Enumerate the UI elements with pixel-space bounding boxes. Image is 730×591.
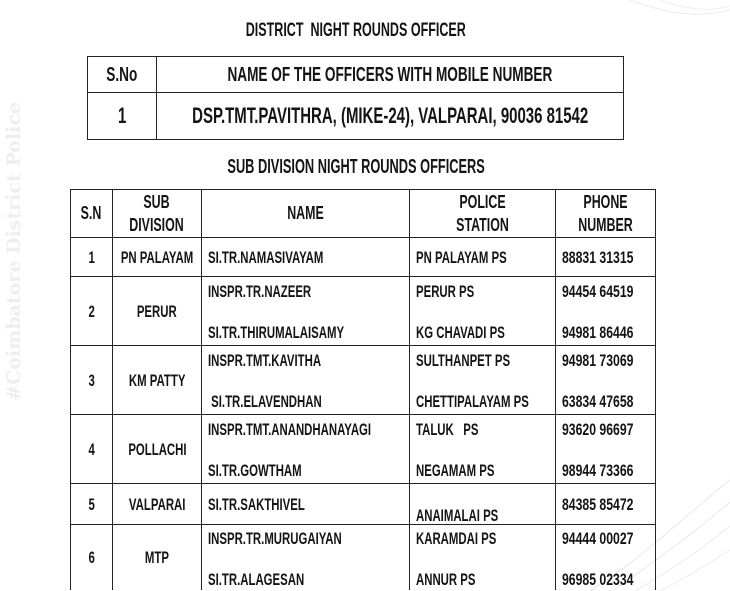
header-cell-sub-division [113,190,202,238]
officer-name: SI.TR.SAKTHIVEL [208,494,305,514]
row-6-name-cell [202,525,410,590]
police-station: ANAIMALAI PS [416,506,499,525]
row-6-station-cell [410,525,556,590]
row-5-sn-cell [71,484,113,525]
officer-name: INSPR.TR.MURUGAIYAN [208,529,342,548]
subdivision-title-text: SUB DIVISION NIGHT ROUNDS OFFICERS [227,156,485,178]
phone-number: 98944 73366 [562,461,634,480]
phone-number: 94981 86446 [562,323,634,342]
district-officer-table [87,56,624,140]
row-2-sub-division-cell [113,277,202,346]
header-cell-phone [556,190,656,238]
phone-number: 88831 31315 [562,247,634,267]
serial-number: 3 [88,370,95,390]
district-header-sno: S.No [106,63,138,86]
row-4-station-cell [410,415,556,484]
police-station: ANNUR PS [416,570,476,589]
row-4-phone-cell [556,415,656,484]
header-phone: PHONE NUMBER [578,191,633,235]
row-1-sn-cell [71,238,113,277]
sub-division-name: PERUR [137,301,177,321]
serial-number: 1 [88,247,95,267]
row-5-phone-cell [556,484,656,525]
phone-number: 94444 00027 [562,529,634,548]
header-cell-name [202,190,410,238]
officer-name: INSPR.TMT.KAVITHA [208,351,322,370]
sub-division-name: VALPARAI [128,494,186,514]
serial-number: 6 [88,548,95,567]
phone-number: 94981 73069 [562,351,634,370]
district-row-1-officer-cell [157,93,624,140]
officer-name: SI.TR.NAMASIVAYAM [208,247,324,267]
watermark-text: #Coimbatore District Police [3,102,25,401]
row-2-phone-cell [556,277,656,346]
serial-number: 2 [88,301,95,321]
phone-number: 93620 96697 [562,420,634,439]
header-cell-sn [71,190,113,238]
police-station: CHETTIPALAYAM PS [416,392,529,411]
police-station: SULTHANPET PS [416,351,511,370]
sub-division-name: PN PALAYAM [120,247,194,267]
district-title [0,21,712,40]
row-3-station-cell [410,346,556,415]
header-name: NAME [287,203,324,223]
phone-number: 94454 64519 [562,282,634,301]
row-1-phone-cell [556,238,656,277]
police-station: PERUR PS [416,282,475,301]
district-title-text: DISTRICT NIGHT ROUNDS OFFICER [245,20,467,41]
sub-division-name: MTP [144,548,170,567]
phone-number: 84385 85472 [562,494,634,514]
officer-name: INSPR.TMT.ANANDHANAYAGI [208,420,372,439]
police-station: KG CHAVADI PS [416,323,505,342]
serial-number: 5 [88,494,95,514]
district-header-sno-cell [88,57,157,93]
phone-number: 63834 47658 [562,392,634,411]
officer-name: SI.TR.GOWTHAM [208,461,302,480]
row-3-name-cell [202,346,410,415]
row-3-sn-cell [71,346,113,415]
district-row-1-sno-cell [88,93,157,140]
row-6-phone-cell [556,525,656,590]
officer-name: SI.TR.ELAVENDHAN [208,392,322,411]
sub-division-name: POLLACHI [127,439,187,459]
officer-name: SI.TR.THIRUMALAISAMY [208,323,345,342]
row-2-name-cell [202,277,410,346]
row-4-name-cell [202,415,410,484]
row-4-sub-division-cell [113,415,202,484]
district-header-officer: NAME OF THE OFFICERS WITH MOBILE NUMBER [227,63,553,86]
header-police-station: POLICE STATION [456,191,509,235]
police-station: KARAMDAI PS [416,529,497,548]
serial-number: 4 [88,439,95,459]
row-5-name-cell [202,484,410,525]
row-2-station-cell [410,277,556,346]
police-station: NEGAMAM PS [416,461,495,480]
header-sn: S.N [81,203,102,223]
row-1-sub-division-cell [113,238,202,277]
row-6-sn-cell [71,525,113,590]
district-header-officer-cell [157,57,624,93]
police-station: PN PALAYAM PS [416,247,507,267]
subdivision-title [0,157,712,177]
row-1-name-cell [202,238,410,277]
row-3-sub-division-cell [113,346,202,415]
phone-number: 96985 02334 [562,570,634,589]
header-cell-police-station [410,190,556,238]
officer-name: SI.TR.ALAGESAN [208,570,305,589]
row-6-sub-division-cell [113,525,202,590]
row-4-sn-cell [71,415,113,484]
row-2-sn-cell [71,277,113,346]
row-5-station-cell [410,484,556,525]
subdivision-officer-table [70,189,656,590]
officer-with-mobile: DSP.TMT.PAVITHRA, (MIKE-24), VALPARAI, 90036 81542 [192,103,589,128]
row-5-sub-division-cell [113,484,202,525]
row-3-phone-cell [556,346,656,415]
row-1-station-cell [410,238,556,277]
police-station: TALUK PS [416,420,479,439]
officer-name: INSPR.TR.NAZEER [208,282,312,301]
sub-division-name: KM PATTY [128,370,186,390]
serial-number: 1 [117,103,127,128]
header-sub-division: SUB DIVISION [129,191,185,235]
